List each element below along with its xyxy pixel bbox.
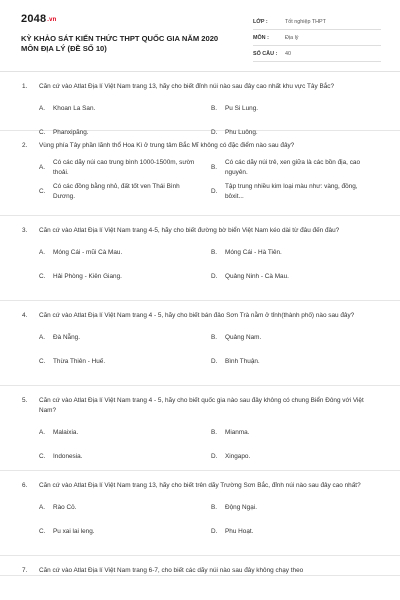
exam-title-line-1: KỲ KHẢO SÁT KIẾN THỨC THPT QUỐC GIA NĂM 2020 — [21, 34, 219, 43]
logo-number: 2048 — [21, 13, 47, 25]
answer-option[interactable] — [211, 326, 383, 350]
option-letter: A. — [39, 248, 46, 256]
answer-option[interactable] — [211, 520, 383, 544]
info-label: SỐ CÂU : — [253, 50, 278, 57]
option-letter: B. — [211, 248, 218, 256]
question-stem — [0, 141, 400, 151]
question-5 — [0, 386, 400, 471]
question-number: 4. — [22, 312, 28, 319]
option-letter: D. — [211, 357, 218, 365]
question-number: 5. — [22, 397, 28, 404]
info-label: LỚP : — [253, 18, 268, 25]
info-row-subject — [253, 30, 381, 46]
option-text: Móng Cái - mũi Cà Mau. — [53, 248, 123, 256]
option-letter: C. — [39, 357, 46, 365]
question-number: 3. — [22, 227, 28, 234]
answer-options — [0, 326, 400, 374]
info-row-question-count — [253, 46, 381, 62]
answer-options — [0, 241, 400, 289]
question-text: Căn cứ vào Atlat Địa lí Việt Nam trang 13, hãy cho biết trên dãy Trường Sơn Bắc, đỉnh núi nào sau đây cao nhất? — [39, 482, 361, 489]
answer-option[interactable] — [39, 326, 211, 350]
answer-option[interactable] — [211, 156, 383, 180]
answer-option[interactable] — [39, 520, 211, 544]
question-number: 7. — [22, 567, 28, 574]
option-text: Phu Hoạt. — [225, 527, 254, 535]
answer-option[interactable] — [39, 180, 211, 204]
option-letter: C. — [39, 527, 46, 535]
info-value: 40 — [285, 50, 291, 57]
answer-option[interactable] — [39, 97, 211, 121]
exam-title-line-2: MÔN ĐỊA LÝ (ĐỀ SỐ 10) — [21, 44, 107, 53]
option-text: Pu Si Lung. — [225, 104, 259, 112]
info-value: Tốt nghiệp THPT — [285, 18, 326, 25]
question-text: Căn cứ vào Atlat Địa lí Việt Nam trang 4-5, hãy cho biết đường bờ biển Việt Nam kéo dài từ đâu đến đâu? — [39, 227, 340, 234]
question-text: Vùng phía Tây phần lãnh thổ Hoa Kì ở trung tâm Bắc Mĩ không có đặc điểm nào sau đây? — [39, 142, 295, 149]
option-letter: C. — [39, 452, 46, 460]
answer-option[interactable] — [39, 420, 211, 444]
info-label: MÔN : — [253, 34, 269, 41]
info-value: Địa lý — [285, 34, 299, 41]
answer-option[interactable] — [39, 265, 211, 289]
option-text: Khoan La San. — [53, 104, 96, 112]
option-letter: A. — [39, 503, 46, 511]
question-6 — [0, 471, 400, 556]
option-text: Đà Nẵng. — [53, 333, 80, 341]
question-text: Căn cứ vào Atlat Địa lí Việt Nam trang 13, hãy cho biết đỉnh núi nào sau đây cao nhất khu vực Tây Bắc? — [39, 83, 335, 90]
option-letter: D. — [211, 272, 218, 280]
question-list — [0, 72, 400, 576]
question-number: 2. — [22, 142, 28, 149]
answer-option[interactable] — [211, 420, 383, 444]
question-number: 6. — [22, 482, 28, 489]
option-text: Có các đồng bằng nhỏ, đất tốt ven Thái Bình Dương. — [53, 183, 180, 200]
option-letter: D. — [211, 527, 218, 535]
answer-option[interactable] — [211, 241, 383, 265]
answer-option[interactable] — [211, 265, 383, 289]
option-text: Có các dãy núi trẻ, xen giữa là các bồn địa, cao nguyên. — [225, 159, 361, 176]
question-stem — [0, 566, 400, 576]
answer-option[interactable] — [211, 350, 383, 374]
option-text: Hải Phòng - Kiên Giang. — [53, 272, 122, 280]
answer-option[interactable] — [39, 241, 211, 265]
question-text: Căn cứ vào Atlat Địa lí Việt Nam trang 6-7, cho biết các dãy núi nào sau đây không chạy theo — [39, 567, 304, 574]
option-letter: B. — [211, 333, 218, 341]
option-text: Quảng Nam. — [225, 333, 262, 341]
option-letter: A. — [39, 163, 46, 171]
option-text: Tập trung nhiều kim loại màu như: vàng, đồng, bôxit... — [225, 183, 358, 200]
option-text: Malaixia. — [53, 428, 79, 436]
answer-option[interactable] — [39, 496, 211, 520]
question-4 — [0, 301, 400, 386]
option-text: Indonesia. — [53, 452, 83, 460]
question-3 — [0, 216, 400, 301]
option-text: Thừa Thiên - Huế. — [53, 357, 106, 365]
answer-option[interactable] — [39, 350, 211, 374]
answer-option[interactable] — [39, 444, 211, 468]
question-stem — [0, 82, 400, 92]
question-text: Căn cứ vào Atlat Địa lí Việt Nam trang 4 - 5, hãy cho biết quốc gia nào sau đây không có chung Biển Đông với Việt Nam? — [39, 397, 364, 414]
option-text: Móng Cái - Hà Tiên. — [225, 248, 282, 256]
info-row-class — [253, 14, 381, 30]
option-text: Có các dãy núi cao trung bình 1000-1500m, sườn thoải. — [53, 159, 195, 176]
option-letter: A. — [39, 104, 46, 112]
question-text: Căn cứ vào Atlat Địa lí Việt Nam trang 4 - 5, hãy cho biết bán đảo Sơn Trà nằm ở tỉnh(thành phố) nào sau đây? — [39, 312, 355, 319]
question-stem — [0, 311, 400, 321]
answer-options — [0, 156, 400, 204]
question-number: 1. — [22, 83, 28, 90]
option-letter: B. — [211, 503, 218, 511]
option-letter: D. — [211, 128, 218, 136]
question-1 — [0, 72, 400, 136]
option-text: Phu Luông. — [225, 128, 258, 136]
question-stem — [0, 396, 400, 415]
option-letter: B. — [211, 163, 218, 171]
question-stem — [0, 481, 400, 491]
option-letter: A. — [39, 428, 46, 436]
option-text: Quảng Ninh - Cà Mau. — [225, 272, 289, 280]
question-7 — [0, 556, 400, 576]
answer-option[interactable] — [211, 496, 383, 520]
exam-info-table — [253, 14, 381, 62]
answer-option[interactable] — [211, 180, 383, 204]
answer-option[interactable] — [211, 97, 383, 121]
option-text: Rào Cỏ. — [53, 503, 77, 511]
option-text: Bình Thuận. — [225, 357, 260, 365]
exam-title — [21, 34, 241, 54]
logo-domain: .vn — [47, 17, 57, 23]
option-letter: B. — [211, 428, 218, 436]
option-text: Xingapo. — [225, 452, 251, 460]
option-letter: B. — [211, 104, 218, 112]
option-letter: A. — [39, 333, 46, 341]
exam-header — [0, 0, 400, 72]
option-text: Động Ngại. — [225, 503, 257, 511]
option-text: Pu xai lai leng. — [53, 527, 95, 535]
option-letter: D. — [211, 452, 218, 460]
question-stem — [0, 226, 400, 236]
option-letter: C. — [39, 187, 46, 195]
option-letter: C. — [39, 272, 46, 280]
option-text: Phanxipăng. — [53, 128, 89, 136]
option-letter: C. — [39, 128, 46, 136]
answer-options — [0, 420, 400, 468]
site-logo[interactable] — [21, 13, 57, 25]
answer-option[interactable] — [211, 444, 383, 468]
answer-options — [0, 496, 400, 544]
option-letter: D. — [211, 187, 218, 195]
answer-option[interactable] — [39, 156, 211, 180]
question-2 — [0, 131, 400, 216]
option-text: Mianma. — [225, 428, 250, 436]
